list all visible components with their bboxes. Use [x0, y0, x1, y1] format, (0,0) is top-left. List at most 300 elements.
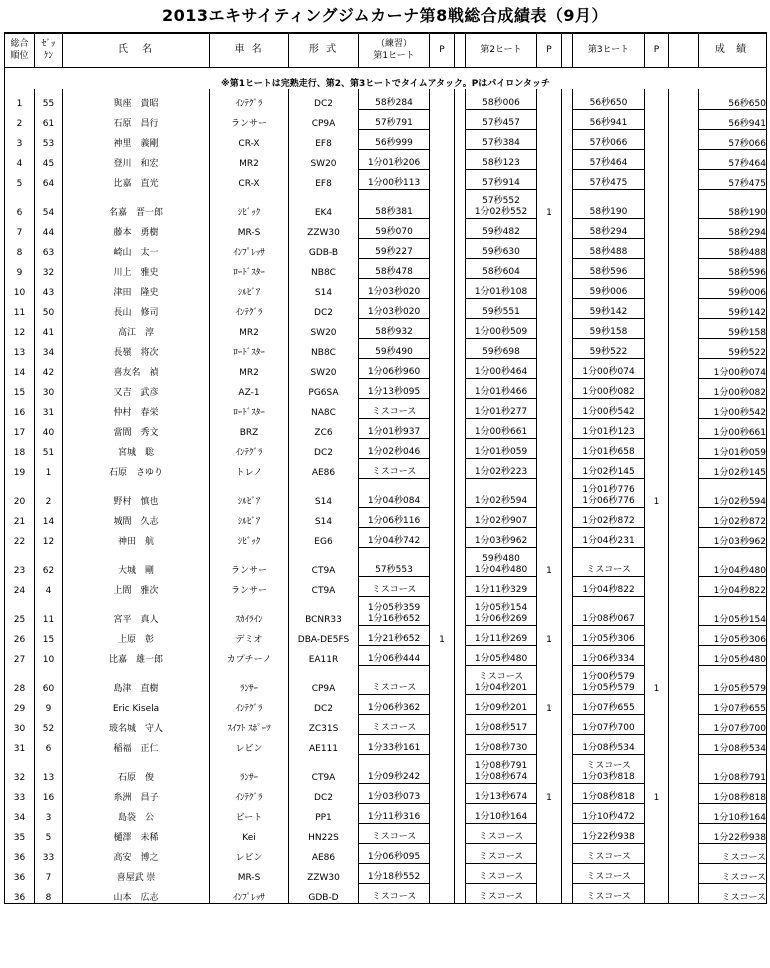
driver-name-cell: 島津 直樹 — [63, 665, 210, 694]
heat3-cell: ミスコース — [573, 843, 645, 863]
car-type-cell: EA11R — [289, 645, 359, 665]
heat2-cell: 59秒482 — [466, 218, 537, 238]
heat3-cell: 1分00秒579 1分05秒579 — [573, 665, 645, 694]
heat2-cell: 1分00秒509 — [466, 318, 537, 338]
zekken-cell: 12 — [35, 527, 63, 547]
car-type-cell: ZZW30 — [289, 218, 359, 238]
pylon2-cell — [537, 218, 562, 238]
table-row — [5, 694, 767, 714]
rank-cell: 21 — [5, 507, 35, 527]
driver-name-cell: 山本 広志 — [63, 883, 210, 903]
table-row — [5, 169, 767, 189]
heat2-cell: 1分01秒277 — [466, 398, 537, 418]
pylon2-cell — [537, 378, 562, 398]
heat3-cell: 1分00秒082 — [573, 378, 645, 398]
pylon3-cell — [645, 576, 669, 596]
zekken-cell: 30 — [35, 378, 63, 398]
table-row — [5, 418, 767, 438]
pylon3-cell — [645, 883, 669, 903]
pylon3-cell — [645, 109, 669, 129]
pylon3-cell — [645, 318, 669, 338]
pylon1-cell — [430, 278, 455, 298]
heat2-cell: 1分01秒108 — [466, 278, 537, 298]
heat3-cell: 58秒488 — [573, 238, 645, 258]
car-name-cell: ｲﾝﾃｸﾞﾗ — [210, 783, 289, 803]
total-cell: 58秒190 — [699, 189, 767, 218]
heat3-cell: 1分04秒822 — [573, 576, 645, 596]
car-name-cell: ビート — [210, 803, 289, 823]
heat3-cell: 1分07秒700 — [573, 714, 645, 734]
car-type-cell: AE86 — [289, 458, 359, 478]
rank-cell: 32 — [5, 754, 35, 783]
pylon2-cell — [537, 645, 562, 665]
heat3-cell: ミスコース — [573, 863, 645, 883]
pylon1-cell — [430, 883, 455, 903]
total-cell: 1分07秒700 — [699, 714, 767, 734]
car-name-cell: ﾗﾝｻｰ — [210, 665, 289, 694]
table-row — [5, 823, 767, 843]
driver-name-cell: 糸洲 昌子 — [63, 783, 210, 803]
car-name-cell: トレノ — [210, 458, 289, 478]
zekken-cell: 44 — [35, 218, 63, 238]
pylon2-cell — [537, 883, 562, 903]
header-total: 成 績 — [699, 33, 767, 67]
driver-name-cell: 宮平 真人 — [63, 596, 210, 625]
total-cell: 59秒006 — [699, 278, 767, 298]
pylon2-cell — [537, 398, 562, 418]
zekken-cell: 45 — [35, 149, 63, 169]
heat2-cell: ミスコース 1分04秒201 — [466, 665, 537, 694]
zekken-cell: 64 — [35, 169, 63, 189]
car-type-cell: CP9A — [289, 665, 359, 694]
heat2-cell: 1分05秒480 — [466, 645, 537, 665]
pylon3-cell — [645, 89, 669, 109]
pylon2-cell — [537, 418, 562, 438]
table-row — [5, 843, 767, 863]
car-name-cell: CR-X — [210, 169, 289, 189]
car-type-cell: DC2 — [289, 298, 359, 318]
heat3-cell: 1分06秒334 — [573, 645, 645, 665]
heat1-cell: 58秒478 — [359, 258, 430, 278]
pylon1-cell — [430, 665, 455, 694]
car-type-cell: BCNR33 — [289, 596, 359, 625]
heat2-cell: 59秒551 — [466, 298, 537, 318]
pylon3-cell — [645, 169, 669, 189]
zekken-cell: 3 — [35, 803, 63, 823]
heat2-cell: 1分08秒517 — [466, 714, 537, 734]
pylon3-cell: 1 — [645, 665, 669, 694]
table-row — [5, 645, 767, 665]
rank-cell: 9 — [5, 258, 35, 278]
pylon1-cell — [430, 89, 455, 109]
pylon2-cell — [537, 754, 562, 783]
heat1-cell: 59秒227 — [359, 238, 430, 258]
driver-name-cell: 石原 さゆり — [63, 458, 210, 478]
pylon1-cell — [430, 378, 455, 398]
car-name-cell: ｲﾝﾌﾟﾚｯｻ — [210, 238, 289, 258]
pylon3-cell — [645, 149, 669, 169]
zekken-cell: 51 — [35, 438, 63, 458]
car-type-cell: NB8C — [289, 338, 359, 358]
pylon3-cell — [645, 218, 669, 238]
driver-name-cell: 野村 慎也 — [63, 478, 210, 507]
zekken-cell: 10 — [35, 645, 63, 665]
car-name-cell: ランサー — [210, 109, 289, 129]
pylon3-cell — [645, 625, 669, 645]
heat3-cell: 56秒941 — [573, 109, 645, 129]
car-name-cell: ｲﾝﾃｸﾞﾗ — [210, 694, 289, 714]
rank-cell: 2 — [5, 109, 35, 129]
total-cell: 58秒488 — [699, 238, 767, 258]
heat1-cell: ミスコース — [359, 398, 430, 418]
car-name-cell: BRZ — [210, 418, 289, 438]
pylon3-cell — [645, 258, 669, 278]
total-cell: 1分05秒154 — [699, 596, 767, 625]
heat2-cell: 1分00秒464 — [466, 358, 537, 378]
rank-cell: 36 — [5, 883, 35, 903]
zekken-cell: 7 — [35, 863, 63, 883]
pylon3-cell — [645, 418, 669, 438]
zekken-cell: 55 — [35, 89, 63, 109]
zekken-cell: 54 — [35, 189, 63, 218]
zekken-cell: 9 — [35, 694, 63, 714]
driver-name-cell: 大城 剛 — [63, 547, 210, 576]
pylon1-cell — [430, 258, 455, 278]
car-name-cell: Kei — [210, 823, 289, 843]
total-cell: 1分08秒818 — [699, 783, 767, 803]
driver-name-cell: 上間 雅次 — [63, 576, 210, 596]
heat1-cell: 1分18秒552 — [359, 863, 430, 883]
driver-name-cell: 川上 雅史 — [63, 258, 210, 278]
header-row — [5, 33, 767, 67]
header-zekken: ｾﾞｯ ｹﾝ — [35, 33, 63, 67]
pylon1-cell — [430, 169, 455, 189]
pylon2-cell — [537, 169, 562, 189]
heat2-cell: 59秒698 — [466, 338, 537, 358]
results-table — [4, 32, 767, 904]
car-name-cell: レビン — [210, 843, 289, 863]
heat3-cell: 1分10秒472 — [573, 803, 645, 823]
car-type-cell: EF8 — [289, 169, 359, 189]
table-row — [5, 298, 767, 318]
rank-cell: 3 — [5, 129, 35, 149]
rank-cell: 16 — [5, 398, 35, 418]
pylon3-cell — [645, 823, 669, 843]
table-row — [5, 754, 767, 783]
total-cell: ミスコース — [699, 863, 767, 883]
car-type-cell: S14 — [289, 278, 359, 298]
pylon2-cell — [537, 278, 562, 298]
heat2-cell: 58秒006 — [466, 89, 537, 109]
pylon2-cell — [537, 129, 562, 149]
driver-name-cell: 樋澤 未稀 — [63, 823, 210, 843]
pylon3-cell: 1 — [645, 478, 669, 507]
rank-cell: 12 — [5, 318, 35, 338]
header-heat1: （練習） 第1ヒート — [359, 33, 430, 67]
total-cell: 1分08秒534 — [699, 734, 767, 754]
pylon3-cell — [645, 298, 669, 318]
heat2-cell: 59秒630 — [466, 238, 537, 258]
pylon2-cell — [537, 665, 562, 694]
total-cell: 1分02秒145 — [699, 458, 767, 478]
car-name-cell: ｲﾝﾌﾟﾚｯｻ — [210, 883, 289, 903]
table-row — [5, 189, 767, 218]
driver-name-cell: 城間 久志 — [63, 507, 210, 527]
car-type-cell: S14 — [289, 507, 359, 527]
heat2-cell: 1分09秒201 — [466, 694, 537, 714]
car-name-cell: ｲﾝﾃｸﾞﾗ — [210, 298, 289, 318]
table-row — [5, 218, 767, 238]
car-name-cell: ﾗﾝｻｰ — [210, 754, 289, 783]
heat1-cell: ミスコース — [359, 458, 430, 478]
car-name-cell: ランサー — [210, 576, 289, 596]
driver-name-cell: 島袋 公 — [63, 803, 210, 823]
rank-cell: 6 — [5, 189, 35, 218]
pylon2-cell — [537, 358, 562, 378]
heat2-cell: 1分02秒223 — [466, 458, 537, 478]
pylon3-cell — [645, 398, 669, 418]
car-type-cell: DC2 — [289, 89, 359, 109]
pylon2-cell — [537, 338, 562, 358]
table-row — [5, 398, 767, 418]
heat3-cell: 1分22秒938 — [573, 823, 645, 843]
heat1-cell: 1分02秒046 — [359, 438, 430, 458]
heat2-cell: 57秒457 — [466, 109, 537, 129]
table-row — [5, 318, 767, 338]
zekken-cell: 32 — [35, 258, 63, 278]
heat2-cell: ミスコース — [466, 823, 537, 843]
driver-name-cell: 高安 博之 — [63, 843, 210, 863]
header-type: 形 式 — [289, 33, 359, 67]
pylon3-cell — [645, 527, 669, 547]
car-name-cell: MR2 — [210, 318, 289, 338]
heat1-cell: ミスコース — [359, 665, 430, 694]
pylon2-cell — [537, 714, 562, 734]
heat1-cell: 56秒999 — [359, 129, 430, 149]
car-type-cell: GDB-D — [289, 883, 359, 903]
table-row — [5, 803, 767, 823]
driver-name-cell: 又吉 武彦 — [63, 378, 210, 398]
car-type-cell: AE111 — [289, 734, 359, 754]
pylon2-cell — [537, 298, 562, 318]
zekken-cell: 11 — [35, 596, 63, 625]
pylon3-cell — [645, 238, 669, 258]
rank-cell: 30 — [5, 714, 35, 734]
pylon2-cell: 1 — [537, 547, 562, 576]
heat3-cell: 58秒294 — [573, 218, 645, 238]
heat3-cell: 1分01秒776 1分06秒776 — [573, 478, 645, 507]
total-cell: ミスコース — [699, 843, 767, 863]
heat1-cell: ミスコース — [359, 823, 430, 843]
pylon2-cell — [537, 734, 562, 754]
header-name: 氏 名 — [63, 33, 210, 67]
rank-cell: 35 — [5, 823, 35, 843]
pylon2-cell — [537, 823, 562, 843]
pylon1-cell — [430, 843, 455, 863]
heat3-cell: 1分08秒067 — [573, 596, 645, 625]
pylon1-cell — [430, 734, 455, 754]
pylon2-cell — [537, 318, 562, 338]
heat1-cell: 1分33秒161 — [359, 734, 430, 754]
rank-cell: 7 — [5, 218, 35, 238]
table-row — [5, 378, 767, 398]
pylon1-cell — [430, 318, 455, 338]
heat2-cell: ミスコース — [466, 883, 537, 903]
pylon1-cell — [430, 694, 455, 714]
heat2-cell: 1分13秒674 — [466, 783, 537, 803]
pylon1-cell — [430, 576, 455, 596]
total-cell: 59秒522 — [699, 338, 767, 358]
total-cell: 1分00秒542 — [699, 398, 767, 418]
zekken-cell: 40 — [35, 418, 63, 438]
car-type-cell: EF8 — [289, 129, 359, 149]
table-row — [5, 625, 767, 645]
zekken-cell: 16 — [35, 783, 63, 803]
zekken-cell: 41 — [35, 318, 63, 338]
rank-cell: 28 — [5, 665, 35, 694]
total-cell: 1分04秒480 — [699, 547, 767, 576]
rank-cell: 26 — [5, 625, 35, 645]
heat1-cell: 1分11秒316 — [359, 803, 430, 823]
zekken-cell: 43 — [35, 278, 63, 298]
car-type-cell: AE86 — [289, 843, 359, 863]
pylon2-cell — [537, 258, 562, 278]
car-type-cell: EG6 — [289, 527, 359, 547]
pylon3-cell — [645, 458, 669, 478]
pylon1-cell — [430, 298, 455, 318]
heat1-cell: 1分06秒095 — [359, 843, 430, 863]
pylon1-cell — [430, 238, 455, 258]
rank-cell: 23 — [5, 547, 35, 576]
header-p1: P — [430, 33, 455, 67]
table-row — [5, 547, 767, 576]
total-cell: 1分10秒164 — [699, 803, 767, 823]
rank-cell: 34 — [5, 803, 35, 823]
pylon3-cell — [645, 754, 669, 783]
heat1-cell: 1分13秒095 — [359, 378, 430, 398]
car-name-cell: ｼﾙﾋﾞｱ — [210, 478, 289, 507]
total-cell: 58秒596 — [699, 258, 767, 278]
car-name-cell: ﾛｰﾄﾞｽﾀｰ — [210, 258, 289, 278]
heat3-cell: 1分07秒655 — [573, 694, 645, 714]
total-cell: 1分05秒480 — [699, 645, 767, 665]
table-row — [5, 596, 767, 625]
pylon3-cell — [645, 843, 669, 863]
heat2-cell: 57秒552 1分02秒552 — [466, 189, 537, 218]
pylon1-cell — [430, 645, 455, 665]
table-row — [5, 576, 767, 596]
table-row — [5, 278, 767, 298]
heat3-cell: ミスコース — [573, 883, 645, 903]
pylon2-cell: 1 — [537, 189, 562, 218]
zekken-cell: 33 — [35, 843, 63, 863]
note-text: ※第1ヒートは完熟走行、第2、第3ヒートでタイムアタック。Pはパイロンタッチ — [5, 67, 767, 89]
car-name-cell: カプチーノ — [210, 645, 289, 665]
total-cell: 1分00秒661 — [699, 418, 767, 438]
zekken-cell: 31 — [35, 398, 63, 418]
heat1-cell: 1分01秒937 — [359, 418, 430, 438]
rank-cell: 31 — [5, 734, 35, 754]
heat3-cell: ミスコース — [573, 547, 645, 576]
car-type-cell: SW20 — [289, 149, 359, 169]
driver-name-cell: 喜友名 禎 — [63, 358, 210, 378]
rank-cell: 10 — [5, 278, 35, 298]
heat3-cell: 1分00秒074 — [573, 358, 645, 378]
header-car: 車 名 — [210, 33, 289, 67]
car-type-cell: DC2 — [289, 694, 359, 714]
pylon2-cell — [537, 458, 562, 478]
heat3-cell: 59秒142 — [573, 298, 645, 318]
driver-name-cell: Eric Kisela — [63, 694, 210, 714]
heat1-cell: 1分04秒084 — [359, 478, 430, 507]
total-cell: 1分01秒059 — [699, 438, 767, 458]
table-row — [5, 783, 767, 803]
pylon1-cell — [430, 129, 455, 149]
heat1-cell: 1分21秒652 — [359, 625, 430, 645]
pylon1-cell — [430, 783, 455, 803]
heat1-cell: 57秒791 — [359, 109, 430, 129]
heat1-cell: 58秒381 — [359, 189, 430, 218]
car-name-cell: MR-S — [210, 218, 289, 238]
table-row — [5, 883, 767, 903]
header-heat2: 第2ヒート — [466, 33, 537, 67]
car-name-cell: ｼﾙﾋﾞｱ — [210, 507, 289, 527]
total-cell: 1分02秒594 — [699, 478, 767, 507]
driver-name-cell: 津田 隆史 — [63, 278, 210, 298]
zekken-cell: 4 — [35, 576, 63, 596]
heat3-cell: 57秒066 — [573, 129, 645, 149]
pylon1-cell — [430, 803, 455, 823]
car-type-cell: SW20 — [289, 318, 359, 338]
car-name-cell: ﾛｰﾄﾞｽﾀｰ — [210, 338, 289, 358]
pylon2-cell — [537, 863, 562, 883]
heat3-cell: 58秒596 — [573, 258, 645, 278]
pylon3-cell — [645, 714, 669, 734]
total-cell: 1分04秒822 — [699, 576, 767, 596]
heat3-cell: 1分00秒542 — [573, 398, 645, 418]
zekken-cell: 60 — [35, 665, 63, 694]
driver-name-cell: 稲福 正仁 — [63, 734, 210, 754]
heat3-cell: 59秒158 — [573, 318, 645, 338]
pylon3-cell — [645, 734, 669, 754]
pylon1-cell — [430, 358, 455, 378]
total-cell: 56秒650 — [699, 89, 767, 109]
car-name-cell: MR-S — [210, 863, 289, 883]
pylon1-cell — [430, 527, 455, 547]
table-row — [5, 458, 767, 478]
rank-cell: 13 — [5, 338, 35, 358]
heat2-cell: 1分08秒791 1分08秒674 — [466, 754, 537, 783]
car-type-cell: NA8C — [289, 398, 359, 418]
zekken-cell: 14 — [35, 507, 63, 527]
table-row — [5, 734, 767, 754]
rank-cell: 20 — [5, 478, 35, 507]
pylon3-cell — [645, 129, 669, 149]
rank-cell: 4 — [5, 149, 35, 169]
pylon3-cell — [645, 645, 669, 665]
total-cell: 57秒464 — [699, 149, 767, 169]
zekken-cell: 13 — [35, 754, 63, 783]
heat3-cell: 57秒475 — [573, 169, 645, 189]
car-type-cell: PG6SA — [289, 378, 359, 398]
total-cell: 1分05秒579 — [699, 665, 767, 694]
pylon1-cell — [430, 863, 455, 883]
heat2-cell: 58秒123 — [466, 149, 537, 169]
zekken-cell: 15 — [35, 625, 63, 645]
driver-name-cell: 石原 昌行 — [63, 109, 210, 129]
heat1-cell: 1分06秒960 — [359, 358, 430, 378]
page-title: 2013エキサイティングジムカーナ第8戦総合成績表（9月） — [162, 6, 608, 25]
